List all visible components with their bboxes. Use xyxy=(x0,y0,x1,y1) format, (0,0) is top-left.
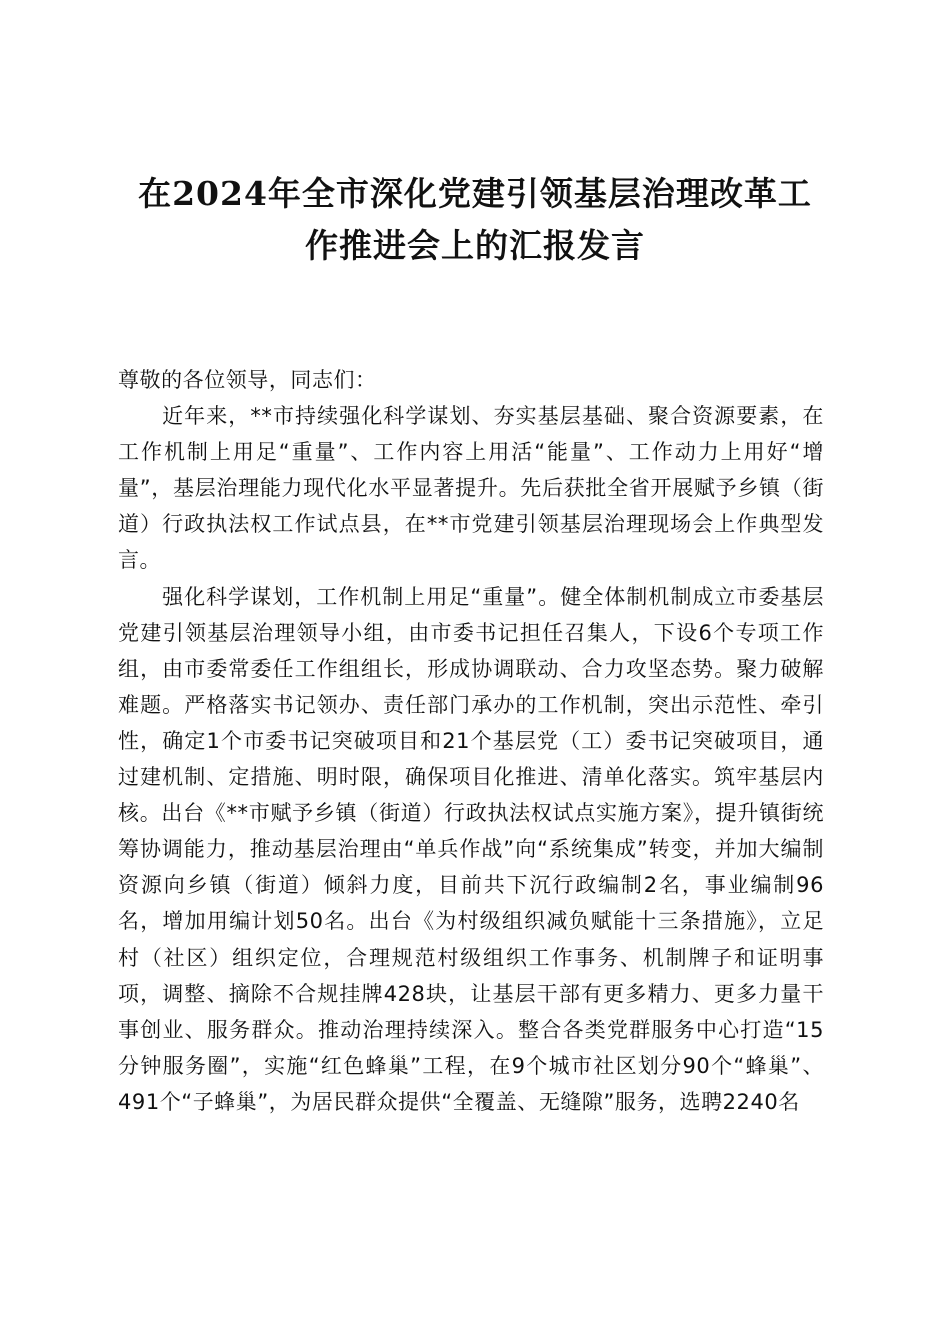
document-title xyxy=(118,168,832,272)
document-body xyxy=(118,362,824,1120)
paragraph-intro: 近年来，**市持续强化科学谋划、夯实基层基础、聚合资源要素，在工作机制上用足“重量”、工作内容上用活“能量”、工作动力上用好“增量”，基层治理能力现代化水平显著提升。先后获批全省开展赋予乡镇（街道）行政执法权工作试点县，在**市党建引领基层治理现场会上作典型发言。 xyxy=(118,404,824,573)
title-line-2: 作推进会上的汇报发言 xyxy=(305,226,645,265)
salutation: 尊敬的各位领导，同志们： xyxy=(118,368,377,392)
title-line-1: 在2024年全市深化党建引领基层治理改革工 xyxy=(138,174,812,213)
paragraph-mechanism: 强化科学谋划，工作机制上用足“重量”。健全体制机制成立市委基层党建引领基层治理领导小组，由市委书记担任召集人，下设6个专项工作组，由市委常委任工作组组长，形成协调联动、合力攻坚态势。聚力破解难题。严格落实书记领办、责任部门承办的工作机制，突出示范性、牵引性，确定1个市委书记突破项目和21个基层党（工）委书记突破项目，通过建机制、定措施、明时限，确保项目化推进、清单化落实。筑牢基层内核。出台《**市赋予乡镇（街道）行政执法权试点实施方案》，提升镇街统筹协调能力，推动基层治理由“单兵作战”向“系统集成”转变，并加大编制资源向乡镇（街道）倾斜力度，目前共下沉行政编制2名，事业编制96名，增加用编计划50名。出台《为村级组织减负赋能十三条措施》，立足村（社区）组织定位，合理规范村级组织工作事务、机制牌子和证明事项，调整、摘除不合规挂牌428块，让基层干部有更多精力、更多力量干事创业、服务群众。推动治理持续深入。整合各类党群服务中心打造“15分钟服务圈”，实施“红色蜂巢”工程，在9个城市社区划分90个“蜂巢”、491个“子蜂巢”，为居民群众提供“全覆盖、无缝隙”服务，选聘2240名 xyxy=(118,584,824,1114)
